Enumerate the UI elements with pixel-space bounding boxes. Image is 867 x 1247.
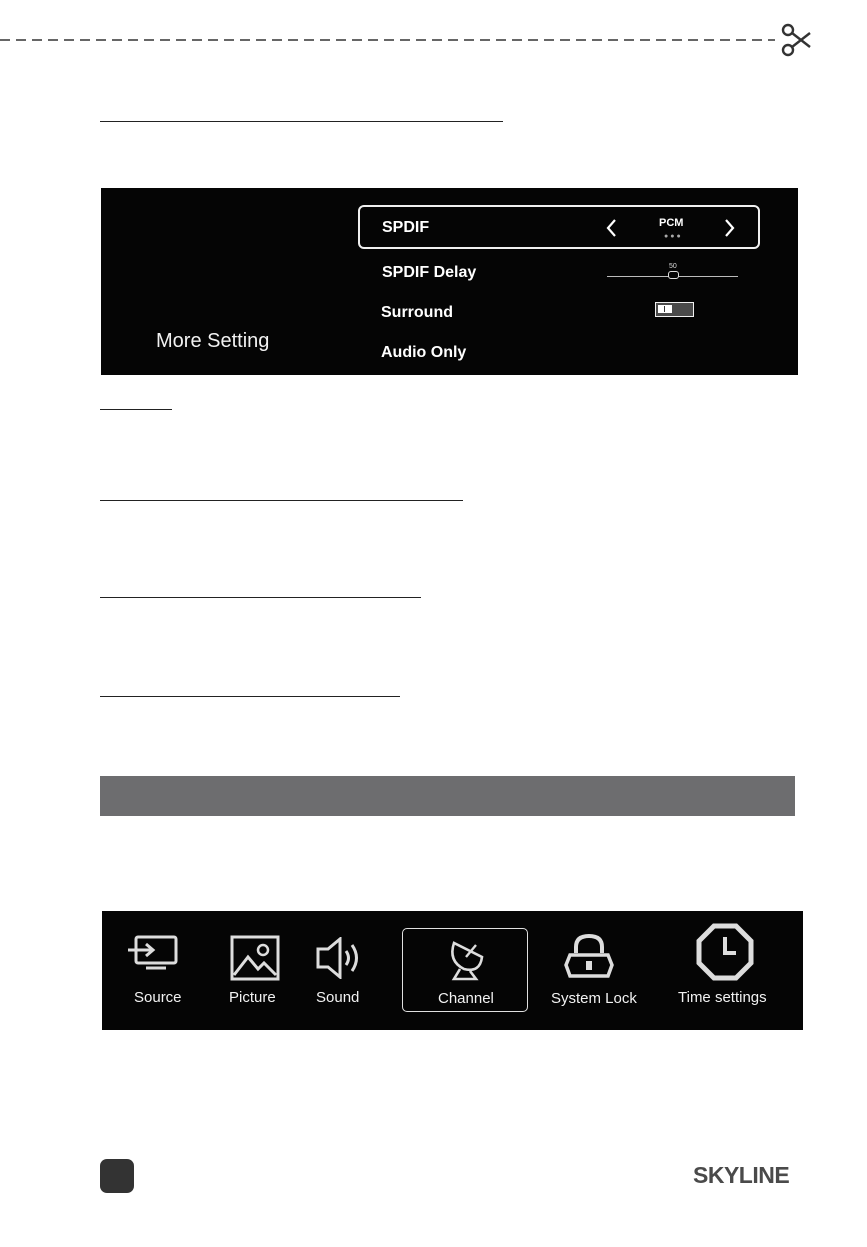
time-settings-label: Time settings bbox=[678, 989, 767, 1006]
spdif-delay-label: SPDIF Delay bbox=[382, 264, 477, 281]
chevron-left-icon[interactable] bbox=[604, 218, 620, 238]
surround-toggle[interactable] bbox=[655, 302, 694, 317]
menu-item-sound[interactable] bbox=[312, 911, 372, 1030]
menu-item-channel[interactable] bbox=[402, 928, 528, 1012]
audio-only-label[interactable]: Audio Only bbox=[381, 344, 467, 361]
section-header-bar bbox=[100, 776, 795, 816]
menu-item-source[interactable] bbox=[120, 911, 200, 1030]
spdif-delay-value: 50 bbox=[669, 263, 677, 270]
sound-icon bbox=[316, 937, 364, 979]
sound-label: Sound bbox=[316, 989, 360, 1006]
heading-underline bbox=[100, 696, 400, 697]
more-setting-title: More Setting bbox=[156, 330, 270, 352]
menu-item-time-settings[interactable] bbox=[674, 911, 784, 1030]
skyline-logo: SKYLINE bbox=[693, 1162, 790, 1188]
picture-label: Picture bbox=[229, 989, 276, 1006]
spdif-value: PCM bbox=[659, 217, 684, 229]
channel-label: Channel bbox=[438, 990, 494, 1007]
cut-line bbox=[0, 0, 867, 60]
page-number-badge bbox=[100, 1159, 134, 1193]
toggle-knob bbox=[658, 305, 672, 313]
clock-icon bbox=[696, 923, 754, 981]
scissors-icon bbox=[783, 25, 810, 55]
picture-icon bbox=[230, 935, 280, 981]
heading-underline bbox=[100, 409, 172, 410]
spdif-delay-slider-knob[interactable] bbox=[668, 271, 679, 279]
option-dots: ●●● bbox=[664, 233, 683, 240]
main-menu-panel bbox=[102, 911, 803, 1030]
lock-icon bbox=[564, 933, 614, 979]
heading-underline bbox=[100, 121, 503, 122]
menu-item-system-lock[interactable] bbox=[547, 911, 647, 1030]
surround-label: Surround bbox=[381, 304, 453, 321]
source-icon bbox=[126, 935, 184, 971]
menu-item-picture[interactable] bbox=[222, 911, 292, 1030]
heading-underline bbox=[100, 500, 463, 501]
chevron-right-icon[interactable] bbox=[721, 218, 737, 238]
source-label: Source bbox=[134, 989, 182, 1006]
sound-settings-panel bbox=[101, 188, 798, 375]
heading-underline bbox=[100, 597, 421, 598]
spdif-label: SPDIF bbox=[382, 219, 430, 236]
system-lock-label: System Lock bbox=[551, 990, 637, 1007]
satellite-dish-icon bbox=[446, 937, 486, 981]
